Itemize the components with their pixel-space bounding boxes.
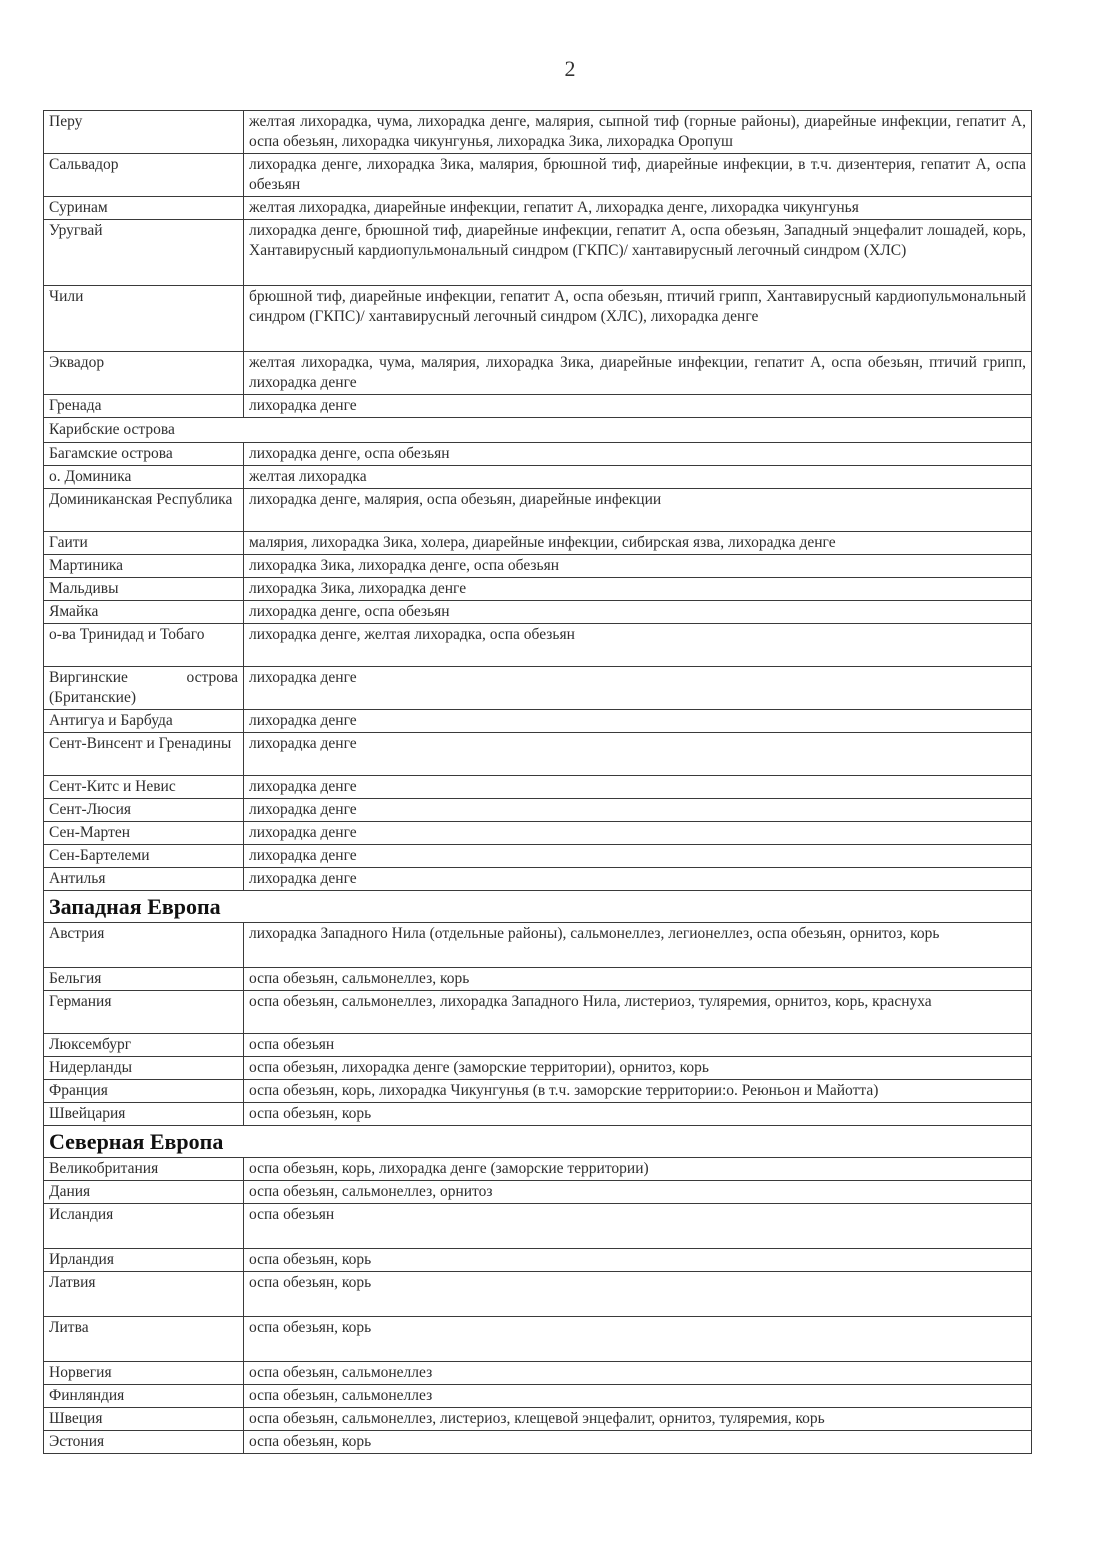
table-row xyxy=(44,111,1032,154)
country-cell: Нидерланды xyxy=(44,1057,244,1080)
table-row xyxy=(44,1034,1032,1057)
table-row xyxy=(44,352,1032,395)
table-row xyxy=(44,197,1032,220)
country-cell: Ирландия xyxy=(44,1249,244,1272)
country-cell: Люксембург xyxy=(44,1034,244,1057)
table-row xyxy=(44,1272,1032,1317)
section-title: Западная Европа xyxy=(44,891,1032,923)
diseases-cell: оспа обезьян, корь xyxy=(244,1249,1032,1272)
country-cell: Чили xyxy=(44,286,244,352)
table-row xyxy=(44,395,1032,418)
diseases-cell: оспа обезьян, сальмонеллез, корь xyxy=(244,968,1032,991)
diseases-cell: оспа обезьян, сальмонеллез xyxy=(244,1362,1032,1385)
country-cell: Финляндия xyxy=(44,1385,244,1408)
diseases-cell: лихорадка денге, оспа обезьян xyxy=(244,443,1032,466)
diseases-cell: лихорадка денге xyxy=(244,868,1032,891)
table-row xyxy=(44,286,1032,352)
table-row xyxy=(44,1249,1032,1272)
diseases-cell: лихорадка Зика, лихорадка денге, оспа обезьян xyxy=(244,555,1032,578)
country-cell: Мальдивы xyxy=(44,578,244,601)
table-row xyxy=(44,1080,1032,1103)
diseases-cell: оспа обезьян xyxy=(244,1204,1032,1249)
table-row xyxy=(44,776,1032,799)
table-row xyxy=(44,154,1032,197)
diseases-cell: лихорадка денге xyxy=(244,845,1032,868)
diseases-cell: лихорадка денге xyxy=(244,667,1032,710)
diseases-cell: лихорадка денге, оспа обезьян xyxy=(244,601,1032,624)
country-cell: Мартиника xyxy=(44,555,244,578)
country-cell: Литва xyxy=(44,1317,244,1362)
diseases-cell: лихорадка денге xyxy=(244,822,1032,845)
country-cell: Суринам xyxy=(44,197,244,220)
country-cell: Доминиканская Республика xyxy=(44,489,244,532)
country-cell: Великобритания xyxy=(44,1158,244,1181)
table-row xyxy=(44,1204,1032,1249)
region-subheading: Карибские острова xyxy=(44,418,1032,443)
country-cell: о. Доминика xyxy=(44,466,244,489)
country-disease-table xyxy=(43,110,1032,1454)
table-row xyxy=(44,923,1032,968)
country-cell: Бельгия xyxy=(44,968,244,991)
page-number: 2 xyxy=(564,56,576,81)
section-header-row xyxy=(44,1126,1032,1158)
table-row xyxy=(44,1408,1032,1431)
diseases-cell: лихорадка денге, лихорадка Зика, малярия, брюшной тиф, диарейные инфекции, в т.ч. дизентерия, гепатит А, оспа обезьян xyxy=(244,154,1032,197)
table-row xyxy=(44,1181,1032,1204)
table-row xyxy=(44,555,1032,578)
diseases-cell: оспа обезьян, сальмонеллез, листериоз, клещевой энцефалит, орнитоз, туляремия, корь xyxy=(244,1408,1032,1431)
country-cell: Гренада xyxy=(44,395,244,418)
table-row xyxy=(44,968,1032,991)
country-cell: Германия xyxy=(44,991,244,1034)
diseases-cell: лихорадка денге, желтая лихорадка, оспа обезьян xyxy=(244,624,1032,667)
diseases-cell: оспа обезьян, лихорадка денге (заморские территории), орнитоз, корь xyxy=(244,1057,1032,1080)
country-cell: Франция xyxy=(44,1080,244,1103)
country-cell: Гаити xyxy=(44,532,244,555)
table-row xyxy=(44,667,1032,710)
country-cell: Швейцария xyxy=(44,1103,244,1126)
table-row xyxy=(44,220,1032,286)
diseases-cell: оспа обезьян, корь xyxy=(244,1317,1032,1362)
diseases-cell: желтая лихорадка, диарейные инфекции, гепатит А, лихорадка денге, лихорадка чикунгунья xyxy=(244,197,1032,220)
diseases-cell: лихорадка денге xyxy=(244,733,1032,776)
diseases-cell: оспа обезьян, сальмонеллез xyxy=(244,1385,1032,1408)
country-cell: Эквадор xyxy=(44,352,244,395)
country-cell: Сент-Китс и Невис xyxy=(44,776,244,799)
country-cell: Сен-Бартелеми xyxy=(44,845,244,868)
table-row xyxy=(44,578,1032,601)
country-cell: Сальвадор xyxy=(44,154,244,197)
diseases-cell: лихорадка денге xyxy=(244,395,1032,418)
table-row xyxy=(44,1431,1032,1454)
diseases-cell: оспа обезьян, корь, лихорадка Чикунгунья (в т.ч. заморские территории:о. Реюньон и Майотта) xyxy=(244,1080,1032,1103)
diseases-cell: лихорадка денге xyxy=(244,710,1032,733)
diseases-cell: лихорадка денге, брюшной тиф, диарейные инфекции, гепатит А, оспа обезьян, Западный энцефалит лошадей, корь, Хантавирусный кардиопульмональный синдром (ГКПС)/ хантавирусный легочный синдром (ХЛС) xyxy=(244,220,1032,286)
country-cell: Антигуа и Барбуда xyxy=(44,710,244,733)
country-cell: Исландия xyxy=(44,1204,244,1249)
diseases-cell: лихорадка денге xyxy=(244,799,1032,822)
table-row xyxy=(44,1317,1032,1362)
diseases-cell: оспа обезьян, сальмонеллез, орнитоз xyxy=(244,1181,1032,1204)
country-cell: Уругвай xyxy=(44,220,244,286)
country-cell: Сен-Мартен xyxy=(44,822,244,845)
country-cell: Норвегия xyxy=(44,1362,244,1385)
table-row xyxy=(44,1362,1032,1385)
country-cell: Перу xyxy=(44,111,244,154)
country-cell: Латвия xyxy=(44,1272,244,1317)
table-row xyxy=(44,1158,1032,1181)
table-row xyxy=(44,991,1032,1034)
diseases-cell: малярия, лихорадка Зика, холера, диарейные инфекции, сибирская язва, лихорадка денге xyxy=(244,532,1032,555)
country-cell: Виргинские острова (Британские) xyxy=(44,667,244,710)
table-row xyxy=(44,1057,1032,1080)
table-row xyxy=(44,489,1032,532)
table-row xyxy=(44,624,1032,667)
diseases-cell: лихорадка Зика, лихорадка денге xyxy=(244,578,1032,601)
country-cell: Эстония xyxy=(44,1431,244,1454)
table-row xyxy=(44,845,1032,868)
diseases-cell: оспа обезьян, корь xyxy=(244,1103,1032,1126)
country-cell: Багамские острова xyxy=(44,443,244,466)
diseases-cell: лихорадка денге xyxy=(244,776,1032,799)
table-row xyxy=(44,822,1032,845)
diseases-cell: оспа обезьян, корь xyxy=(244,1431,1032,1454)
diseases-cell: оспа обезьян, сальмонеллез, лихорадка Западного Нила, листериоз, туляремия, орнитоз, корь, краснуха xyxy=(244,991,1032,1034)
table-row xyxy=(44,466,1032,489)
country-cell: Швеция xyxy=(44,1408,244,1431)
section-title: Северная Европа xyxy=(44,1126,1032,1158)
table-row xyxy=(44,443,1032,466)
table-row xyxy=(44,532,1032,555)
diseases-cell: желтая лихорадка xyxy=(244,466,1032,489)
table-row xyxy=(44,733,1032,776)
table-row xyxy=(44,710,1032,733)
subheading-row xyxy=(44,418,1032,443)
diseases-cell: желтая лихорадка, чума, лихорадка денге, малярия, сыпной тиф (горные районы), диарейные инфекции, гепатит А, оспа обезьян, лихорадка чикунгунья, лихорадка Зика, лихорадка Оропуш xyxy=(244,111,1032,154)
country-cell: Дания xyxy=(44,1181,244,1204)
table-row xyxy=(44,868,1032,891)
diseases-cell: брюшной тиф, диарейные инфекции, гепатит А, оспа обезьян, птичий грипп, Хантавирусный кардиопульмональный синдром (ГКПС)/ хантавирусный легочный синдром (ХЛС), лихорадка денге xyxy=(244,286,1032,352)
country-cell: Антилья xyxy=(44,868,244,891)
diseases-cell: лихорадка Западного Нила (отдельные районы), сальмонеллез, легионеллез, оспа обезьян, орнитоз, корь xyxy=(244,923,1032,968)
table-row xyxy=(44,1103,1032,1126)
country-cell: о-ва Тринидад и Тобаго xyxy=(44,624,244,667)
diseases-cell: оспа обезьян, корь, лихорадка денге (заморские территории) xyxy=(244,1158,1032,1181)
country-cell: Сент-Люсия xyxy=(44,799,244,822)
diseases-cell: желтая лихорадка, чума, малярия, лихорадка Зика, диарейные инфекции, гепатит А, оспа обезьян, птичий грипп, лихорадка денге xyxy=(244,352,1032,395)
section-header-row xyxy=(44,891,1032,923)
country-cell: Ямайка xyxy=(44,601,244,624)
table-row xyxy=(44,601,1032,624)
table-row xyxy=(44,1385,1032,1408)
diseases-cell: оспа обезьян xyxy=(244,1034,1032,1057)
diseases-cell: лихорадка денге, малярия, оспа обезьян, диарейные инфекции xyxy=(244,489,1032,532)
table-row xyxy=(44,799,1032,822)
diseases-cell: оспа обезьян, корь xyxy=(244,1272,1032,1317)
country-cell: Австрия xyxy=(44,923,244,968)
country-cell: Сент-Винсент и Гренадины xyxy=(44,733,244,776)
